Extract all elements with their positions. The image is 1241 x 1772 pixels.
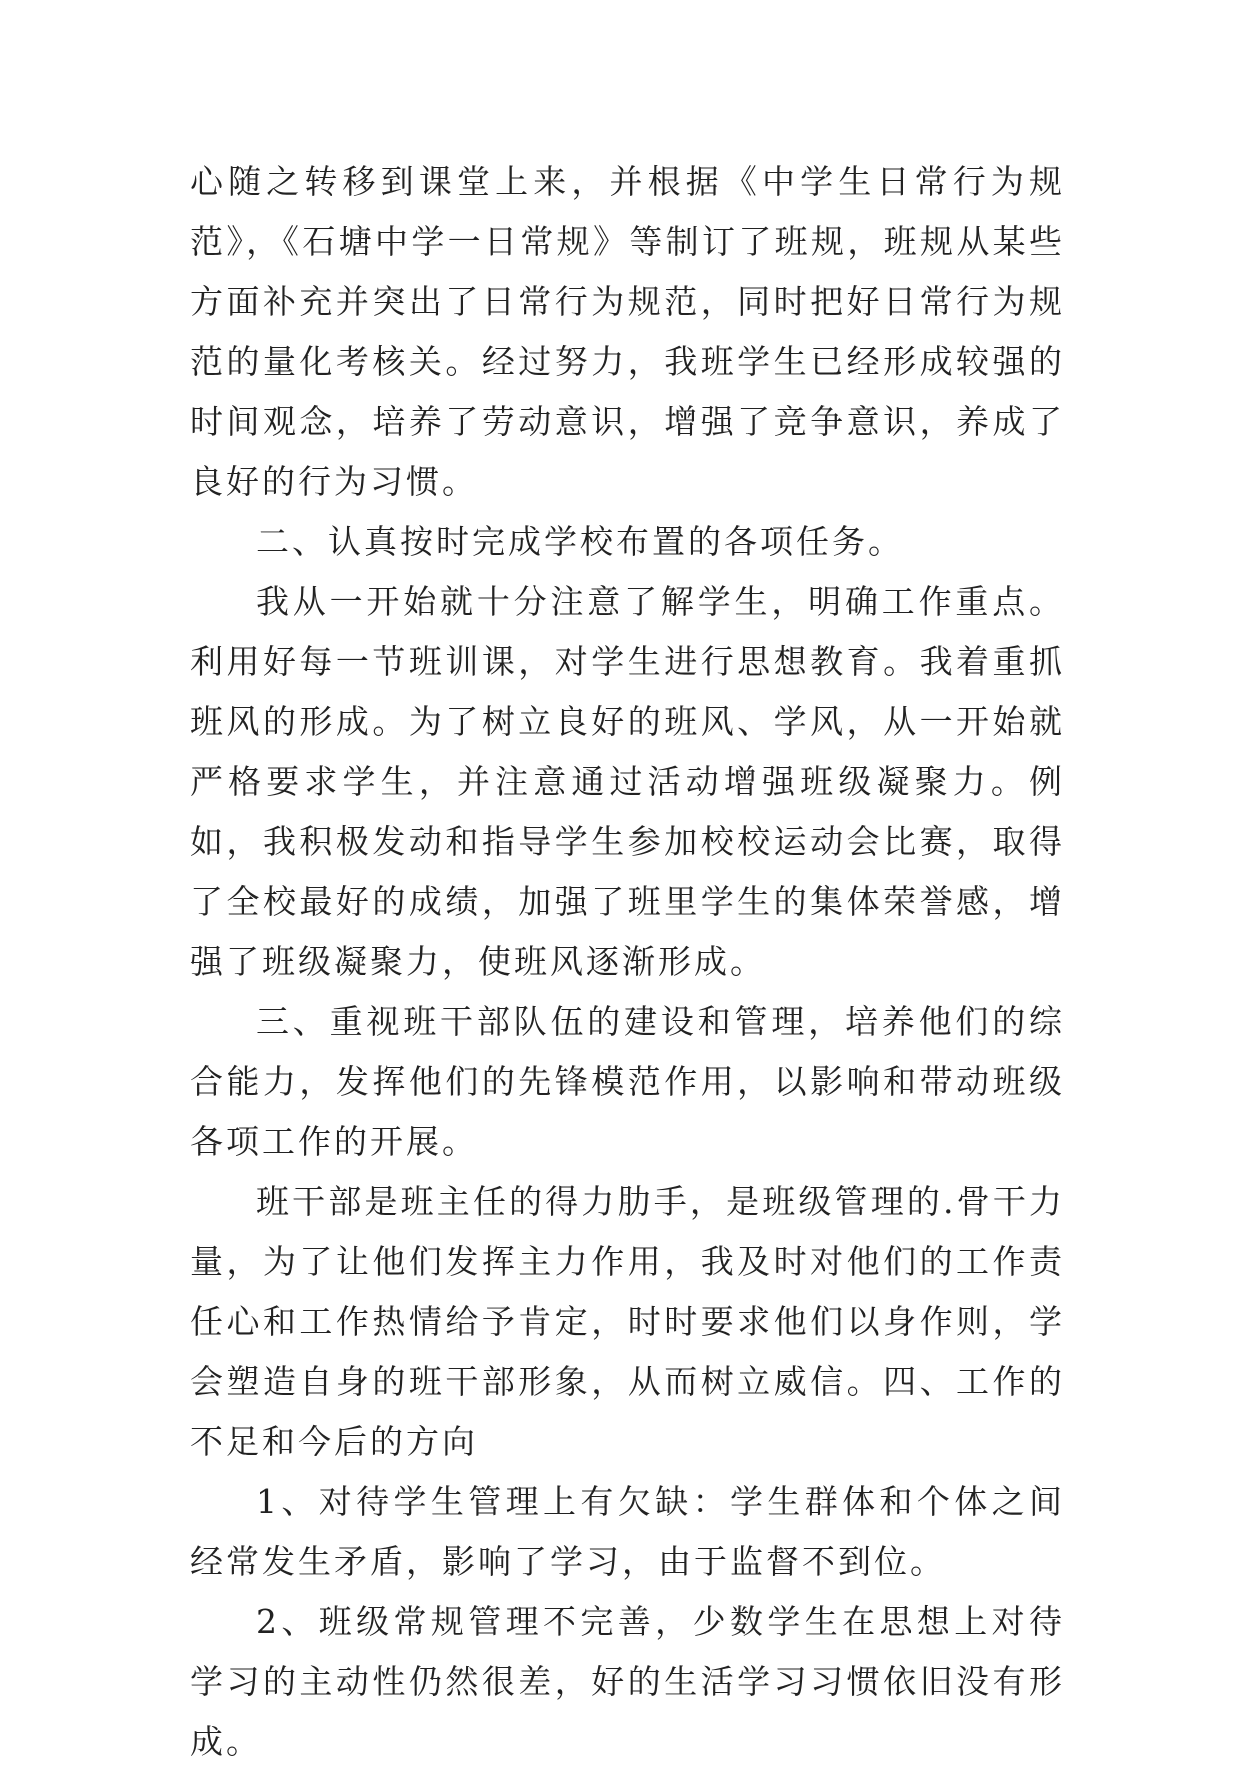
paragraph-class-spirit: 我从一开始就十分注意了解学生，明确工作重点。利用好每一节班训课，对学生进行思想教育。我着重抓班风的形成。为了树立良好的班风、学风，从一开始就严格要求学生，并注意通过活动增强班级凝聚力。例如，我积极发动和指导学生参加校校运动会比赛，取得了全校最好的成绩，加强了班里学生的集体荣誉感，增强了班级凝聚力，使班风逐渐形成。 bbox=[190, 582, 1065, 981]
paragraph-continuation: 心随之转移到课堂上来，并根据《中学生日常行为规范》，《石塘中学一日常规》等制订了班规，班规从某些方面补充并突出了日常行为规范，同时把好日常行为规范的量化考核关。经过努力，我班学生已经形成较强的时间观念，培养了劳动意识，增强了竞争意识，养成了良好的行为习惯。 bbox=[190, 162, 1065, 501]
section-heading-two: 二、认真按时完成学校布置的各项任务。 bbox=[256, 522, 904, 561]
list-item-shortcoming-1: 1、对待学生管理上有欠缺：学生群体和个体之间经常发生矛盾，影响了学习，由于监督不到位。 bbox=[190, 1482, 1065, 1581]
list-item-shortcoming-2: 2、班级常规管理不完善，少数学生在思想上对待学习的主动性仍然很差，好的生活学习习惯依旧没有形成。 bbox=[190, 1602, 1065, 1761]
paragraph-class-cadres: 班干部是班主任的得力肋手，是班级管理的.骨干力量，为了让他们发挥主力作用，我及时对他们的工作责任心和工作热情给予肯定，时时要求他们以身作则，学会塑造自身的班干部形象，从而树立威信。四、工作的不足和今后的方向 bbox=[190, 1182, 1065, 1461]
section-heading-three: 三、重视班干部队伍的建设和管理，培养他们的综合能力，发挥他们的先锋模范作用，以影响和带动班级各项工作的开展。 bbox=[190, 1002, 1065, 1161]
document-body bbox=[190, 152, 1065, 1772]
